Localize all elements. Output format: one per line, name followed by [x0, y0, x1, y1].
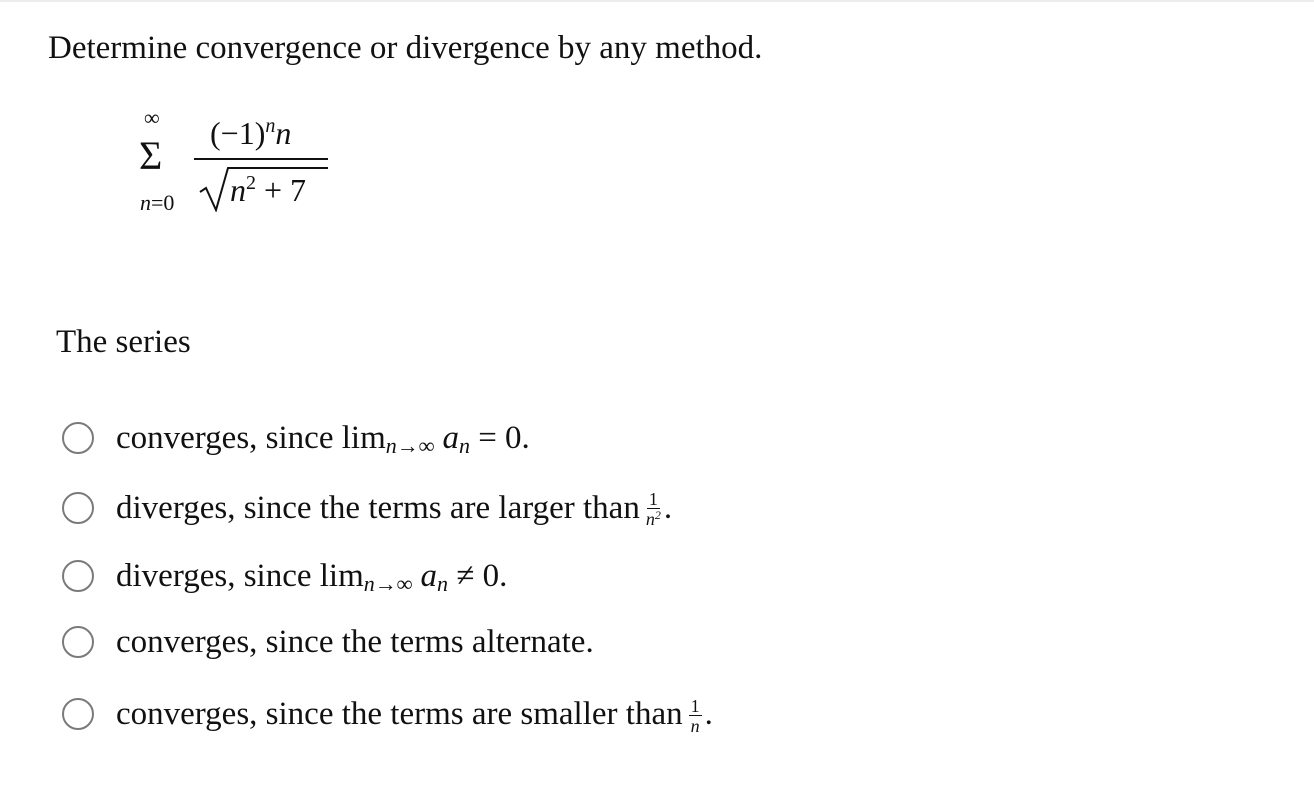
- radio-button[interactable]: [62, 422, 94, 454]
- lead-text: The series: [56, 324, 191, 360]
- question-text: Determine convergence or divergence by any method.: [48, 30, 763, 66]
- option-5-label: converges, since the terms are smaller than $\frac{1}{n}$ .: [116, 696, 713, 736]
- radio-button[interactable]: [62, 492, 94, 524]
- series-denominator: $n^2 + 7$: [230, 172, 307, 208]
- option-4-label: converges, since the terms alternate.: [116, 624, 594, 660]
- series-formula: [0, 0, 1314, 230]
- fraction: $\frac{1}{n^2}$: [645, 489, 661, 529]
- option-2-label: diverges, since the terms are larger than $\frac{1}{n^2}$ .: [116, 489, 673, 529]
- option-3[interactable]: [62, 556, 507, 596]
- option-4[interactable]: [62, 622, 594, 662]
- option-3-label: diverges, since lim n→∞ a n ≠ 0.: [116, 558, 508, 596]
- series-numerator: $(-1)^nn$: [210, 115, 292, 151]
- radio-button[interactable]: [62, 560, 94, 592]
- fraction: $\frac{1}{n}$: [690, 696, 700, 736]
- option-2[interactable]: [62, 488, 672, 528]
- radio-button[interactable]: [62, 626, 94, 658]
- option-5[interactable]: [62, 694, 713, 734]
- sigma-lower-limit: n=0: [140, 190, 175, 215]
- fraction-bar: [194, 158, 328, 160]
- sigma-upper-limit: ∞: [144, 105, 160, 130]
- sigma-symbol: Σ: [139, 133, 163, 178]
- option-1[interactable]: [62, 418, 530, 458]
- option-1-label: converges, since lim n→∞ a n = 0.: [116, 420, 530, 458]
- radio-button[interactable]: [62, 698, 94, 730]
